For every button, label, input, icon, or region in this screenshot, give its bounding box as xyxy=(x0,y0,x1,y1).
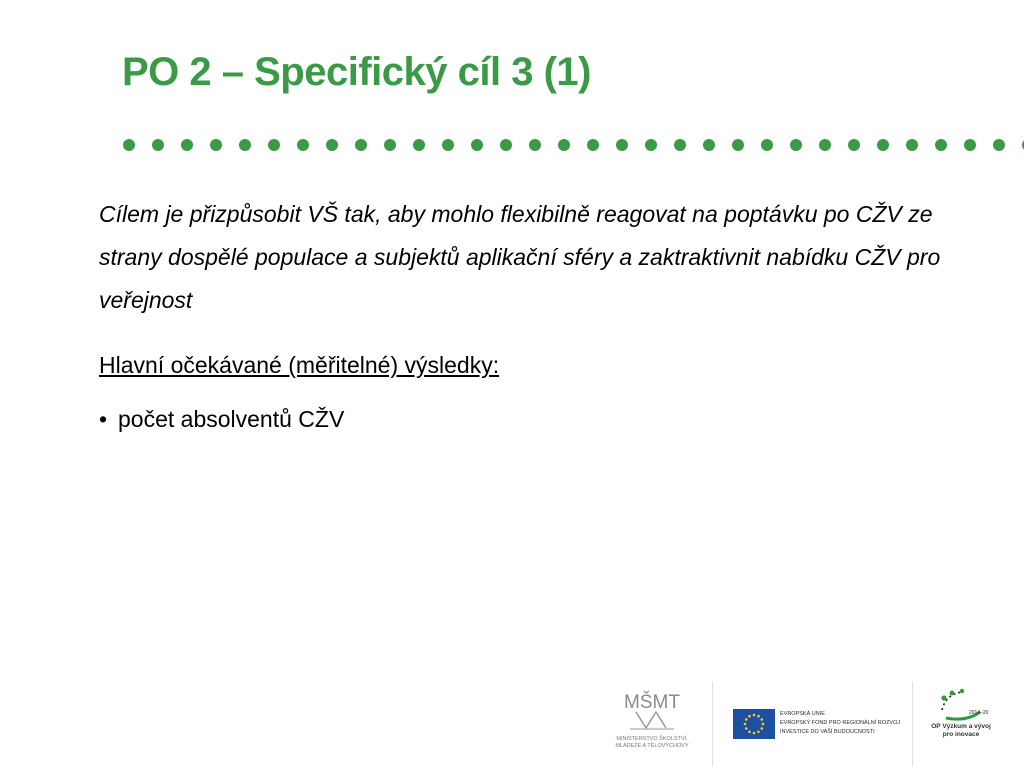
slide-title: PO 2 – Specifický cíl 3 (1) xyxy=(122,50,591,94)
divider-dot xyxy=(993,139,1005,151)
op-badge-text: 2014–20 xyxy=(969,710,989,716)
divider-dot xyxy=(819,139,831,151)
divider-dot xyxy=(326,139,338,151)
op-line1: OP Výzkum a vývoj xyxy=(931,723,991,730)
divider-dot xyxy=(703,139,715,151)
divider-dot xyxy=(471,139,483,151)
divider-dot xyxy=(181,139,193,151)
intro-paragraph: Cílem je přizpůsobit VŠ tak, aby mohlo flexibilně reagovat na poptávku po CŽV ze strany dospělé populace a subjektů aplikační sféry a zaktraktivnit nabídku CŽV pro veřejnost xyxy=(99,201,941,313)
msmt-logo-icon xyxy=(622,688,682,732)
divider-dot xyxy=(877,139,889,151)
results-list xyxy=(99,406,344,433)
divider-dot xyxy=(732,139,744,151)
divider-dot xyxy=(616,139,628,151)
divider-dot xyxy=(239,139,251,151)
eu-flag-icon xyxy=(733,709,775,739)
divider-dot xyxy=(413,139,425,151)
divider-dot xyxy=(587,139,599,151)
dotted-divider-graphic xyxy=(122,137,1024,153)
divider-dot xyxy=(529,139,541,151)
divider-dot xyxy=(152,139,164,151)
divider-dot xyxy=(558,139,570,151)
eu-line3: INVESTICE DO VAŠÍ BUDOUCNOSTI xyxy=(780,729,875,735)
divider-dot xyxy=(964,139,976,151)
divider-dot xyxy=(674,139,686,151)
divider-dot xyxy=(848,139,860,151)
op-vvpi-logo-icon xyxy=(936,688,989,724)
divider-dot xyxy=(123,139,135,151)
msmt-caption xyxy=(596,736,708,750)
divider-dot xyxy=(935,139,947,151)
list-item xyxy=(99,406,344,433)
results-heading: Hlavní očekávané (měřitelné) výsledky: xyxy=(99,352,500,378)
list-item-text: počet absolventů CŽV xyxy=(118,406,345,432)
msmt-caption-line1: MINISTERSTVO ŠKOLSTVÍ, xyxy=(616,736,688,742)
divider-dot xyxy=(645,139,657,151)
footer-divider xyxy=(912,682,913,766)
bullet-icon: • xyxy=(99,406,108,432)
divider-dot xyxy=(500,139,512,151)
dotted-divider xyxy=(122,137,1024,153)
footer-logos xyxy=(590,680,1024,768)
op-line2: pro inovace xyxy=(942,731,980,738)
divider-dot xyxy=(790,139,802,151)
eu-caption xyxy=(780,710,900,737)
msmt-logo xyxy=(596,688,696,750)
divider-dot xyxy=(268,139,280,151)
divider-dot xyxy=(355,139,367,151)
divider-dot xyxy=(384,139,396,151)
divider-dot xyxy=(906,139,918,151)
footer-divider xyxy=(712,682,713,766)
divider-dot xyxy=(442,139,454,151)
msmt-logo-letters: MŠMT xyxy=(624,692,680,713)
eu-line1: EVROPSKÁ UNIE xyxy=(780,711,825,717)
eu-line2: EVROPSKÝ FOND PRO REGIONÁLNÍ ROZVOJ xyxy=(780,720,901,726)
divider-dot xyxy=(761,139,773,151)
divider-dot xyxy=(210,139,222,151)
divider-dot xyxy=(297,139,309,151)
msmt-caption-line2: MLÁDEŽE A TĚLOVÝCHOVY xyxy=(615,743,689,749)
op-caption xyxy=(928,723,994,739)
